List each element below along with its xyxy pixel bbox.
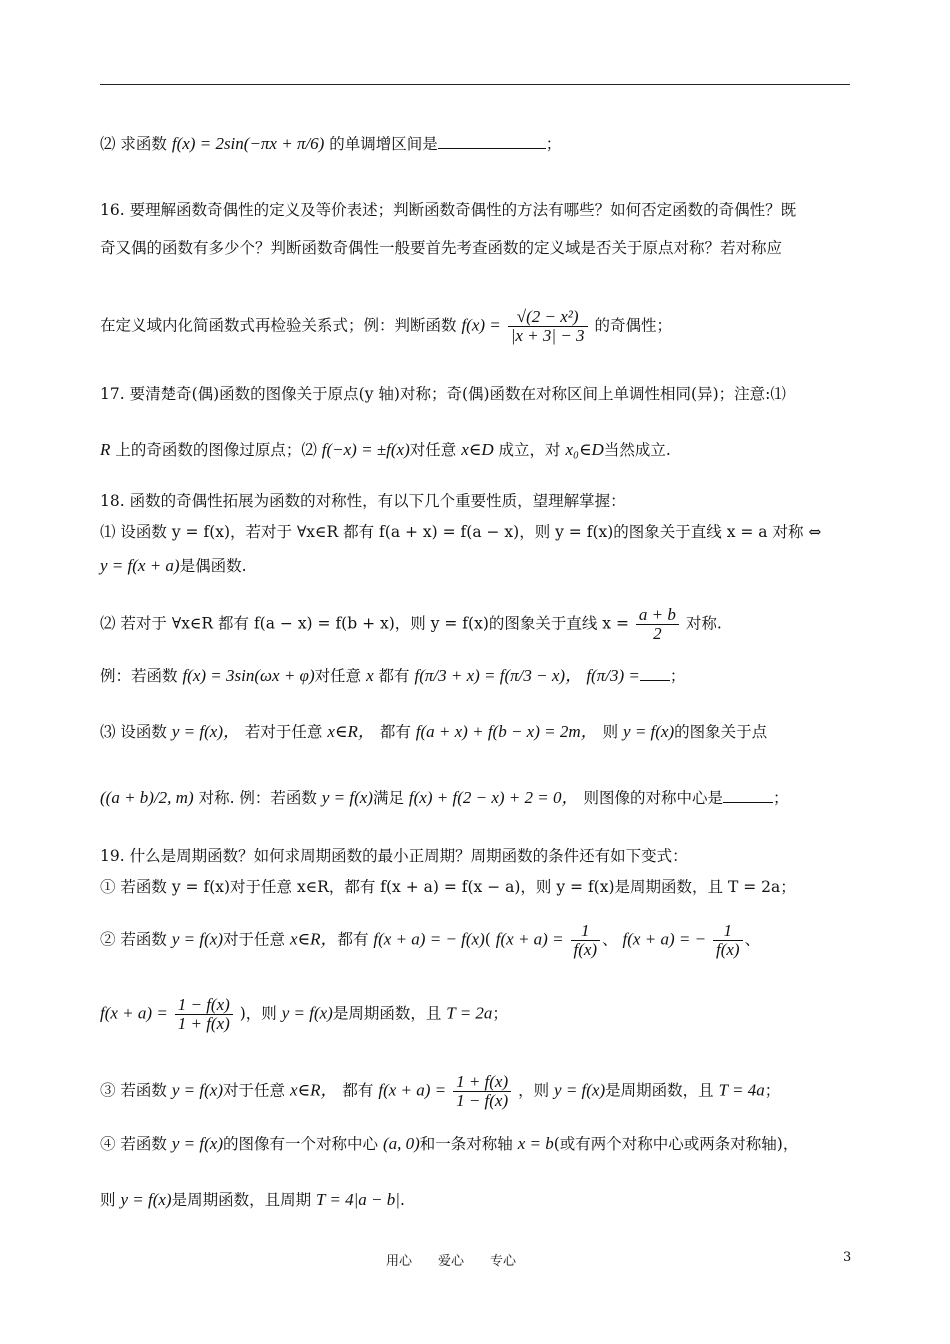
text: 满足: [372, 789, 404, 807]
text: 17. 要清楚奇(偶)函数的图像关于原点(y 轴)对称；奇(偶)函数在对称区间上单调性相同(异)；注意:⑴: [100, 385, 786, 403]
text: 上的奇函数的图像过原点；⑵: [115, 441, 317, 459]
text: 例：若函数: [100, 667, 178, 685]
formula: f(x + a) = − f(x): [373, 929, 485, 949]
text: 成立，对: [498, 441, 561, 459]
text-line: [100, 606, 852, 643]
text: 都有: [378, 667, 410, 685]
fraction: [713, 922, 743, 959]
denominator: |x + 3| − 3: [510, 326, 585, 345]
text-line: [100, 996, 852, 1033]
text: 对称. 例：若函数: [198, 789, 317, 807]
text: 都有: [342, 1081, 374, 1100]
formula: f(x + a) =: [495, 929, 564, 949]
fraction: [571, 922, 601, 959]
formula: x∈R，: [289, 1080, 338, 1100]
text: ，则: [518, 1081, 550, 1100]
text: 是周期函数，且周期: [171, 1191, 312, 1209]
formula: ((a + b)/2, m): [100, 788, 194, 807]
text: 奇又偶的函数有多少个？判断函数奇偶性一般要首先考查函数的定义域是否关于原点对称？若对称应: [100, 239, 783, 257]
denominator: f(x): [573, 940, 598, 959]
formula: y = f(x): [171, 1134, 223, 1153]
text: 当然成立.: [603, 441, 671, 459]
text: ① 若函数 y = f(x)对于任意 x∈R，都有 f(x + a) = f(x − a)，则 y = f(x)是周期函数，且 T = 2a；: [100, 878, 796, 896]
text: ；: [545, 135, 562, 153]
formula: y = f(x): [120, 1190, 172, 1209]
formula: T = 4|a − b|: [316, 1190, 400, 1209]
formula: y = f(x): [171, 1080, 223, 1100]
text: 的图象关于点: [674, 723, 768, 741]
text: 的单调增区间是: [329, 135, 438, 153]
answer-blank: [438, 134, 546, 149]
text: 对称.: [685, 614, 722, 633]
formula: f(a + x) + f(b − x) = 2m，: [415, 722, 598, 741]
text: 对于任意: [222, 930, 285, 949]
formula: f(x) =: [461, 315, 501, 335]
text-line: [100, 1189, 852, 1211]
numerator: 1 − f(x): [175, 996, 233, 1015]
text: ⑵ 若对于 ∀x∈R 都有 f(a − x) = f(b + x)，则 y = f(x)的图象关于直线 x =: [100, 614, 629, 633]
text: ⑵ 求函数: [100, 135, 167, 153]
text-line: [100, 1133, 852, 1155]
denominator: 1 + f(x): [177, 1014, 230, 1033]
denominator: 2: [653, 624, 662, 643]
text: ；: [669, 667, 686, 685]
formula: f(π/3 + x) = f(π/3 − x)， f(π/3) =: [414, 666, 640, 685]
text: 是周期函数，且: [605, 1081, 714, 1100]
formula: f(x + a) =: [100, 1003, 168, 1023]
formula: f(x) + f(2 − x) + 2 = 0，: [408, 788, 579, 807]
text: 和一条对称轴: [419, 1135, 513, 1153]
text: 、: [602, 930, 618, 949]
text: 16. 要理解函数奇偶性的定义及等价表述；判断函数奇偶性的方法有哪些？如何否定函数的奇偶性？既: [100, 201, 797, 219]
formula: (a, 0): [382, 1134, 420, 1153]
text-line: [100, 665, 852, 687]
text: ③ 若函数: [100, 1081, 167, 1100]
formula: y = f(x)，: [171, 722, 240, 741]
text: )，则: [239, 1004, 277, 1023]
text-line: [100, 876, 852, 898]
formula: y = f(x): [171, 929, 223, 949]
page-number: 3: [843, 1250, 852, 1265]
formula: y = f(x): [623, 722, 675, 741]
text-line: [100, 521, 852, 543]
text: 则图像的对称中心是: [583, 789, 723, 807]
text: 在定义域内化简函数式再检验关系式；例：判断函数: [100, 316, 457, 335]
answer-blank: [640, 666, 670, 681]
text: ；: [492, 1004, 508, 1023]
text-line: [100, 555, 852, 577]
numerator: a + b: [636, 606, 679, 625]
formula: f(−x) = ±f(x): [321, 440, 410, 459]
answer-blank: [723, 788, 773, 803]
text: 是偶函数.: [179, 557, 247, 575]
formula: f(x) = 3sin(ωx + φ): [182, 666, 315, 685]
text: ④ 若函数: [100, 1135, 167, 1153]
denominator: 1 − f(x): [456, 1091, 509, 1110]
text: ⑴ 设函数 y = f(x)，若对于 ∀x∈R 都有 f(a + x) = f(a − x)，则 y = f(x)的图象关于直线 x = a 对称 ⇔: [100, 523, 822, 541]
numerator: √(2 − x²): [508, 308, 588, 327]
denominator: f(x): [716, 940, 740, 959]
text: 是周期函数，且: [332, 1004, 442, 1023]
formula: f(x + a) = −: [622, 929, 707, 949]
formula: y = f(x + a): [100, 556, 180, 575]
footer-motto: 用心 爱心 专心: [386, 1254, 517, 1269]
text: 的图像有一个对称中心: [222, 1135, 378, 1153]
text: 都有: [337, 930, 369, 949]
numerator: 1 + f(x): [453, 1073, 511, 1092]
text: 则: [602, 723, 619, 741]
text: ② 若函数: [100, 930, 167, 949]
formula: x∈D: [461, 440, 494, 459]
text-line: [100, 721, 852, 743]
text-line: [100, 199, 852, 221]
fraction: [636, 606, 679, 643]
fraction: [453, 1073, 511, 1110]
formula: x₀∈D: [565, 440, 604, 459]
text: 对于任意: [222, 1081, 285, 1100]
formula: R: [100, 440, 111, 459]
text-line: [100, 845, 852, 867]
text-line: [100, 133, 852, 155]
text: 的奇偶性；: [594, 316, 672, 335]
formula: x = b: [517, 1134, 554, 1153]
formula: T = 2a: [446, 1003, 493, 1023]
text-line: [100, 787, 852, 809]
text: 都有: [379, 723, 411, 741]
text-line: [100, 237, 852, 259]
formula: x∈R，: [289, 929, 338, 949]
text: (: [484, 930, 491, 949]
formula: T = 4a: [718, 1080, 765, 1100]
text-line: [100, 383, 852, 405]
text: 18. 函数的奇偶性拓展为函数的对称性，有以下几个重要性质，望理解掌握：: [100, 492, 626, 510]
formula: f(x) = 2sin(−πx + π/6): [171, 134, 325, 153]
text: ；: [764, 1081, 781, 1100]
text-line: [100, 922, 852, 959]
text: 、: [744, 930, 761, 949]
text-line: [100, 490, 852, 512]
formula: y = f(x): [321, 788, 373, 807]
header-rule: [100, 84, 850, 85]
numerator: 1: [571, 922, 601, 941]
fraction: [508, 308, 588, 345]
text: 则: [100, 1191, 116, 1209]
formula: x: [366, 666, 374, 685]
text-line: [100, 439, 852, 461]
formula: x∈R，: [327, 722, 375, 741]
text-line: [100, 1073, 852, 1110]
text: 19. 什么是周期函数？如何求周期函数的最小正周期？周期函数的条件还有如下变式：: [100, 847, 688, 865]
text: 对任意: [314, 667, 362, 685]
text: 若对于任意: [244, 723, 323, 741]
text: (或有两个对称中心或两条对称轴)，: [553, 1135, 799, 1153]
formula: f(x + a) =: [378, 1080, 447, 1100]
text: ⑶ 设函数: [100, 723, 167, 741]
formula: y = f(x): [554, 1080, 606, 1100]
text: 对任意: [409, 441, 457, 459]
fraction: [175, 996, 233, 1033]
text: ；: [772, 789, 789, 807]
text-line: [100, 308, 852, 345]
numerator: 1: [713, 922, 743, 941]
formula: y = f(x): [281, 1003, 333, 1023]
text: .: [399, 1191, 405, 1209]
